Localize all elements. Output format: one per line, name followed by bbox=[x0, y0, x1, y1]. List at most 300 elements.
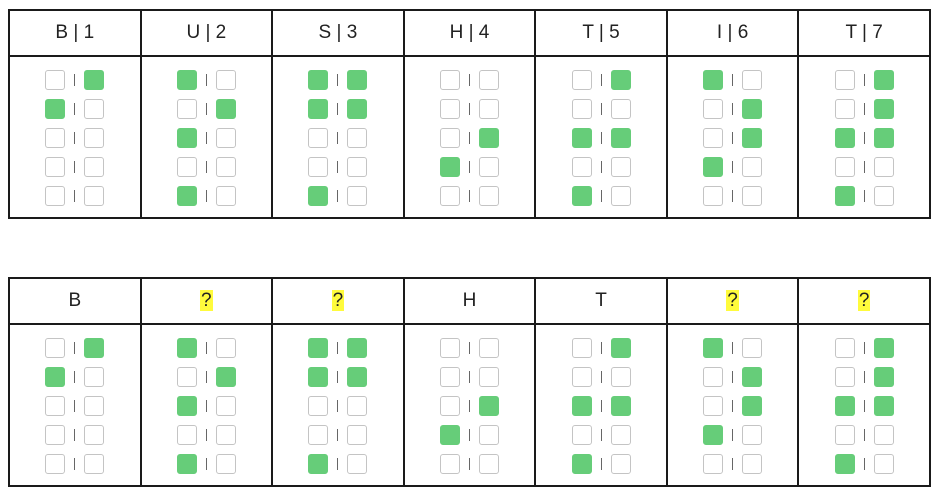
empty-box-left bbox=[572, 425, 592, 445]
divider bbox=[206, 371, 207, 383]
divider bbox=[601, 458, 602, 470]
puzzle-pattern-cell bbox=[535, 324, 667, 486]
key-header-label: T | 7 bbox=[845, 22, 883, 43]
filled-box-right bbox=[216, 367, 236, 387]
pattern-row bbox=[572, 449, 631, 478]
pattern-row bbox=[703, 181, 762, 210]
pattern-row bbox=[308, 420, 367, 449]
empty-box-right bbox=[611, 186, 631, 206]
pattern-row bbox=[177, 420, 236, 449]
divider bbox=[864, 161, 865, 173]
pattern-row bbox=[440, 420, 499, 449]
pattern-row bbox=[308, 152, 367, 181]
divider bbox=[337, 400, 338, 412]
pattern-row bbox=[572, 152, 631, 181]
filled-box-left bbox=[177, 338, 197, 358]
empty-box-left bbox=[177, 157, 197, 177]
puzzle-table bbox=[8, 277, 931, 487]
pattern-grid bbox=[308, 65, 367, 210]
divider bbox=[732, 429, 733, 441]
pattern-row bbox=[177, 181, 236, 210]
empty-box-left bbox=[177, 367, 197, 387]
puzzle-header-row bbox=[9, 278, 930, 324]
pattern-grid bbox=[440, 65, 499, 210]
pattern-row bbox=[703, 333, 762, 362]
empty-box-left bbox=[440, 70, 460, 90]
key-pattern-row bbox=[9, 56, 930, 218]
key-pattern-cell bbox=[404, 56, 536, 218]
puzzle-header-label: B bbox=[68, 290, 82, 311]
divider bbox=[206, 161, 207, 173]
pattern-row bbox=[45, 181, 104, 210]
pattern-row bbox=[440, 449, 499, 478]
empty-box-right bbox=[742, 157, 762, 177]
empty-box-left bbox=[703, 186, 723, 206]
key-header-label: H | 4 bbox=[449, 22, 490, 43]
empty-box-left bbox=[45, 186, 65, 206]
pattern-row bbox=[308, 362, 367, 391]
pattern-row bbox=[440, 362, 499, 391]
divider bbox=[206, 400, 207, 412]
filled-box-left bbox=[177, 128, 197, 148]
pattern-row bbox=[703, 449, 762, 478]
pattern-row bbox=[45, 333, 104, 362]
empty-box-right bbox=[216, 454, 236, 474]
pattern-row bbox=[308, 123, 367, 152]
empty-box-left bbox=[308, 128, 328, 148]
filled-box-left bbox=[572, 186, 592, 206]
filled-box-right bbox=[611, 338, 631, 358]
pattern-row bbox=[703, 391, 762, 420]
filled-box-left bbox=[703, 338, 723, 358]
filled-box-left bbox=[45, 367, 65, 387]
empty-box-right bbox=[874, 186, 894, 206]
divider bbox=[864, 190, 865, 202]
pattern-grid bbox=[177, 65, 236, 210]
puzzle-header-cell bbox=[9, 278, 141, 324]
pattern-row bbox=[45, 449, 104, 478]
pattern-grid bbox=[572, 333, 631, 478]
empty-box-right bbox=[84, 99, 104, 119]
pattern-row bbox=[703, 65, 762, 94]
empty-box-right bbox=[479, 157, 499, 177]
pattern-grid bbox=[835, 333, 894, 478]
filled-box-right bbox=[742, 99, 762, 119]
filled-box-left bbox=[440, 425, 460, 445]
filled-box-right bbox=[347, 70, 367, 90]
puzzle-header-cell bbox=[272, 278, 404, 324]
divider bbox=[864, 400, 865, 412]
pattern-row bbox=[308, 94, 367, 123]
divider bbox=[337, 429, 338, 441]
divider bbox=[601, 161, 602, 173]
pattern-row bbox=[45, 123, 104, 152]
divider bbox=[732, 74, 733, 86]
filled-box-left bbox=[45, 99, 65, 119]
empty-box-left bbox=[440, 128, 460, 148]
empty-box-right bbox=[479, 99, 499, 119]
empty-box-left bbox=[572, 367, 592, 387]
filled-box-left bbox=[177, 70, 197, 90]
key-pattern-cell bbox=[272, 56, 404, 218]
empty-box-right bbox=[611, 367, 631, 387]
divider bbox=[732, 161, 733, 173]
filled-box-right bbox=[479, 128, 499, 148]
empty-box-right bbox=[611, 425, 631, 445]
divider bbox=[74, 74, 75, 86]
pattern-row bbox=[703, 362, 762, 391]
divider bbox=[469, 458, 470, 470]
pattern-row bbox=[572, 181, 631, 210]
divider bbox=[732, 132, 733, 144]
puzzle-header-cell bbox=[667, 278, 799, 324]
filled-box-left bbox=[177, 396, 197, 416]
filled-box-right bbox=[874, 396, 894, 416]
pattern-row bbox=[835, 333, 894, 362]
puzzle-header-cell bbox=[798, 278, 930, 324]
key-header-label: I | 6 bbox=[716, 22, 749, 43]
divider bbox=[74, 132, 75, 144]
empty-box-right bbox=[611, 157, 631, 177]
divider bbox=[864, 74, 865, 86]
filled-box-right bbox=[611, 70, 631, 90]
filled-box-left bbox=[572, 396, 592, 416]
divider bbox=[864, 458, 865, 470]
empty-box-right bbox=[347, 396, 367, 416]
filled-box-right bbox=[216, 99, 236, 119]
pattern-row bbox=[45, 152, 104, 181]
filled-box-left bbox=[703, 425, 723, 445]
puzzle-pattern-cell bbox=[141, 324, 273, 486]
key-pattern-cell bbox=[141, 56, 273, 218]
divider bbox=[337, 190, 338, 202]
pattern-row bbox=[835, 181, 894, 210]
divider bbox=[206, 342, 207, 354]
pattern-row bbox=[177, 391, 236, 420]
pattern-row bbox=[572, 391, 631, 420]
pattern-row bbox=[835, 420, 894, 449]
filled-box-right bbox=[347, 367, 367, 387]
pattern-row bbox=[703, 123, 762, 152]
empty-box-right bbox=[611, 454, 631, 474]
puzzle-header-label: H bbox=[462, 290, 477, 311]
filled-box-left bbox=[308, 454, 328, 474]
pattern-row bbox=[703, 94, 762, 123]
key-header-label: U | 2 bbox=[186, 22, 227, 43]
divider bbox=[337, 342, 338, 354]
pattern-row bbox=[45, 94, 104, 123]
filled-box-right bbox=[874, 70, 894, 90]
pattern-grid bbox=[440, 333, 499, 478]
empty-box-left bbox=[45, 157, 65, 177]
filled-box-left bbox=[703, 70, 723, 90]
divider bbox=[74, 161, 75, 173]
puzzle-pattern-cell bbox=[9, 324, 141, 486]
empty-box-right bbox=[479, 186, 499, 206]
key-header-cell bbox=[9, 10, 141, 56]
empty-box-left bbox=[440, 338, 460, 358]
puzzle-header-cell bbox=[404, 278, 536, 324]
empty-box-right bbox=[479, 367, 499, 387]
empty-box-left bbox=[308, 425, 328, 445]
puzzle-pattern-cell bbox=[404, 324, 536, 486]
empty-box-left bbox=[835, 425, 855, 445]
divider bbox=[74, 103, 75, 115]
divider bbox=[469, 103, 470, 115]
filled-box-right bbox=[874, 367, 894, 387]
puzzle-header-label: ? bbox=[727, 290, 738, 311]
pattern-row bbox=[440, 152, 499, 181]
empty-box-right bbox=[347, 454, 367, 474]
filled-box-right bbox=[874, 338, 894, 358]
filled-box-right bbox=[347, 99, 367, 119]
divider bbox=[337, 371, 338, 383]
divider bbox=[206, 103, 207, 115]
divider bbox=[601, 371, 602, 383]
empty-box-left bbox=[703, 367, 723, 387]
pattern-row bbox=[572, 123, 631, 152]
empty-box-right bbox=[216, 338, 236, 358]
empty-box-right bbox=[216, 396, 236, 416]
divider bbox=[74, 342, 75, 354]
puzzle-header-label: ? bbox=[201, 290, 212, 311]
pattern-row bbox=[572, 65, 631, 94]
pattern-row bbox=[835, 94, 894, 123]
key-header-cell bbox=[798, 10, 930, 56]
empty-box-left bbox=[703, 99, 723, 119]
divider bbox=[206, 74, 207, 86]
empty-box-left bbox=[45, 396, 65, 416]
empty-box-right bbox=[874, 157, 894, 177]
pattern-grid bbox=[177, 333, 236, 478]
puzzle-header-cell bbox=[141, 278, 273, 324]
pattern-row bbox=[835, 362, 894, 391]
divider bbox=[206, 429, 207, 441]
empty-box-left bbox=[45, 128, 65, 148]
pattern-grid bbox=[45, 65, 104, 210]
divider bbox=[337, 132, 338, 144]
empty-box-left bbox=[177, 99, 197, 119]
empty-box-left bbox=[440, 396, 460, 416]
empty-box-left bbox=[440, 367, 460, 387]
pattern-row bbox=[45, 420, 104, 449]
empty-box-left bbox=[308, 157, 328, 177]
filled-box-right bbox=[742, 367, 762, 387]
empty-box-right bbox=[216, 186, 236, 206]
divider bbox=[601, 400, 602, 412]
empty-box-right bbox=[84, 367, 104, 387]
puzzle-pattern-row bbox=[9, 324, 930, 486]
divider bbox=[732, 400, 733, 412]
pattern-row bbox=[440, 391, 499, 420]
empty-box-left bbox=[177, 425, 197, 445]
empty-box-right bbox=[874, 425, 894, 445]
pattern-row bbox=[440, 94, 499, 123]
divider bbox=[601, 132, 602, 144]
empty-box-right bbox=[479, 338, 499, 358]
pattern-row bbox=[440, 65, 499, 94]
divider bbox=[732, 190, 733, 202]
empty-box-left bbox=[835, 338, 855, 358]
empty-box-right bbox=[216, 128, 236, 148]
pattern-row bbox=[45, 65, 104, 94]
empty-box-right bbox=[216, 70, 236, 90]
filled-box-right bbox=[742, 128, 762, 148]
pattern-row bbox=[440, 333, 499, 362]
key-header-cell bbox=[141, 10, 273, 56]
empty-box-left bbox=[835, 367, 855, 387]
key-pattern-cell bbox=[9, 56, 141, 218]
pattern-row bbox=[177, 449, 236, 478]
key-header-cell bbox=[535, 10, 667, 56]
filled-box-left bbox=[308, 99, 328, 119]
pattern-row bbox=[835, 449, 894, 478]
filled-box-right bbox=[84, 70, 104, 90]
empty-box-left bbox=[308, 396, 328, 416]
key-header-label: T | 5 bbox=[582, 22, 620, 43]
empty-box-right bbox=[742, 186, 762, 206]
pattern-row bbox=[308, 181, 367, 210]
empty-box-left bbox=[703, 454, 723, 474]
empty-box-left bbox=[572, 99, 592, 119]
puzzle-pattern-cell bbox=[272, 324, 404, 486]
empty-box-left bbox=[572, 157, 592, 177]
divider bbox=[206, 190, 207, 202]
pattern-row bbox=[835, 65, 894, 94]
divider bbox=[74, 190, 75, 202]
filled-box-left bbox=[308, 70, 328, 90]
empty-box-left bbox=[572, 338, 592, 358]
divider bbox=[469, 342, 470, 354]
puzzle-header-label: ? bbox=[332, 290, 344, 311]
pattern-grid bbox=[703, 333, 762, 478]
empty-box-left bbox=[45, 70, 65, 90]
divider bbox=[469, 429, 470, 441]
key-pattern-cell bbox=[798, 56, 930, 218]
empty-box-left bbox=[572, 70, 592, 90]
pattern-row bbox=[440, 123, 499, 152]
pattern-row bbox=[45, 391, 104, 420]
empty-box-left bbox=[45, 425, 65, 445]
filled-box-left bbox=[835, 454, 855, 474]
divider bbox=[206, 132, 207, 144]
filled-box-left bbox=[308, 367, 328, 387]
pattern-row bbox=[308, 333, 367, 362]
pattern-grid bbox=[835, 65, 894, 210]
key-pattern-cell bbox=[535, 56, 667, 218]
key-pattern-cell bbox=[667, 56, 799, 218]
empty-box-right bbox=[347, 128, 367, 148]
divider bbox=[337, 103, 338, 115]
pattern-row bbox=[703, 420, 762, 449]
filled-box-right bbox=[874, 99, 894, 119]
pattern-row bbox=[572, 420, 631, 449]
pattern-row bbox=[177, 362, 236, 391]
pattern-row bbox=[177, 123, 236, 152]
key-header-label: B | 1 bbox=[55, 22, 95, 43]
divider bbox=[74, 429, 75, 441]
filled-box-right bbox=[479, 396, 499, 416]
empty-box-right bbox=[216, 157, 236, 177]
divider bbox=[337, 161, 338, 173]
empty-box-right bbox=[84, 157, 104, 177]
divider bbox=[469, 371, 470, 383]
empty-box-left bbox=[440, 454, 460, 474]
filled-box-right bbox=[742, 396, 762, 416]
divider bbox=[864, 103, 865, 115]
divider bbox=[337, 74, 338, 86]
divider bbox=[601, 74, 602, 86]
empty-box-left bbox=[703, 396, 723, 416]
divider bbox=[469, 132, 470, 144]
pattern-grid bbox=[308, 333, 367, 478]
pattern-row bbox=[177, 94, 236, 123]
filled-box-left bbox=[835, 128, 855, 148]
pattern-row bbox=[835, 152, 894, 181]
pattern-row bbox=[308, 449, 367, 478]
divider bbox=[732, 371, 733, 383]
key-header-label: S | 3 bbox=[318, 22, 358, 43]
filled-box-left bbox=[308, 186, 328, 206]
filled-box-left bbox=[177, 186, 197, 206]
divider bbox=[601, 429, 602, 441]
filled-box-right bbox=[874, 128, 894, 148]
divider bbox=[864, 371, 865, 383]
divider bbox=[864, 429, 865, 441]
pattern-grid bbox=[703, 65, 762, 210]
pattern-row bbox=[835, 391, 894, 420]
empty-box-right bbox=[479, 70, 499, 90]
key-header-cell bbox=[272, 10, 404, 56]
empty-box-right bbox=[84, 425, 104, 445]
empty-box-right bbox=[84, 454, 104, 474]
divider bbox=[601, 190, 602, 202]
puzzle-pattern-cell bbox=[798, 324, 930, 486]
filled-box-right bbox=[611, 128, 631, 148]
pattern-row bbox=[177, 152, 236, 181]
pattern-row bbox=[572, 94, 631, 123]
filled-box-right bbox=[84, 338, 104, 358]
empty-box-right bbox=[479, 454, 499, 474]
empty-box-right bbox=[347, 425, 367, 445]
empty-box-left bbox=[45, 338, 65, 358]
pattern-row bbox=[572, 333, 631, 362]
empty-box-right bbox=[84, 186, 104, 206]
divider bbox=[74, 400, 75, 412]
pattern-row bbox=[703, 152, 762, 181]
empty-box-left bbox=[440, 186, 460, 206]
filled-box-right bbox=[347, 338, 367, 358]
key-header-row bbox=[9, 10, 930, 56]
empty-box-right bbox=[216, 425, 236, 445]
empty-box-right bbox=[611, 99, 631, 119]
pattern-row bbox=[308, 65, 367, 94]
empty-box-left bbox=[440, 99, 460, 119]
empty-box-right bbox=[742, 70, 762, 90]
pattern-row bbox=[308, 391, 367, 420]
empty-box-left bbox=[835, 99, 855, 119]
pattern-row bbox=[835, 123, 894, 152]
empty-box-left bbox=[835, 157, 855, 177]
pattern-row bbox=[45, 362, 104, 391]
filled-box-left bbox=[835, 396, 855, 416]
empty-box-right bbox=[742, 425, 762, 445]
divider bbox=[469, 161, 470, 173]
filled-box-right bbox=[611, 396, 631, 416]
pattern-grid bbox=[572, 65, 631, 210]
divider bbox=[74, 458, 75, 470]
puzzle-header-label: ? bbox=[858, 290, 870, 311]
